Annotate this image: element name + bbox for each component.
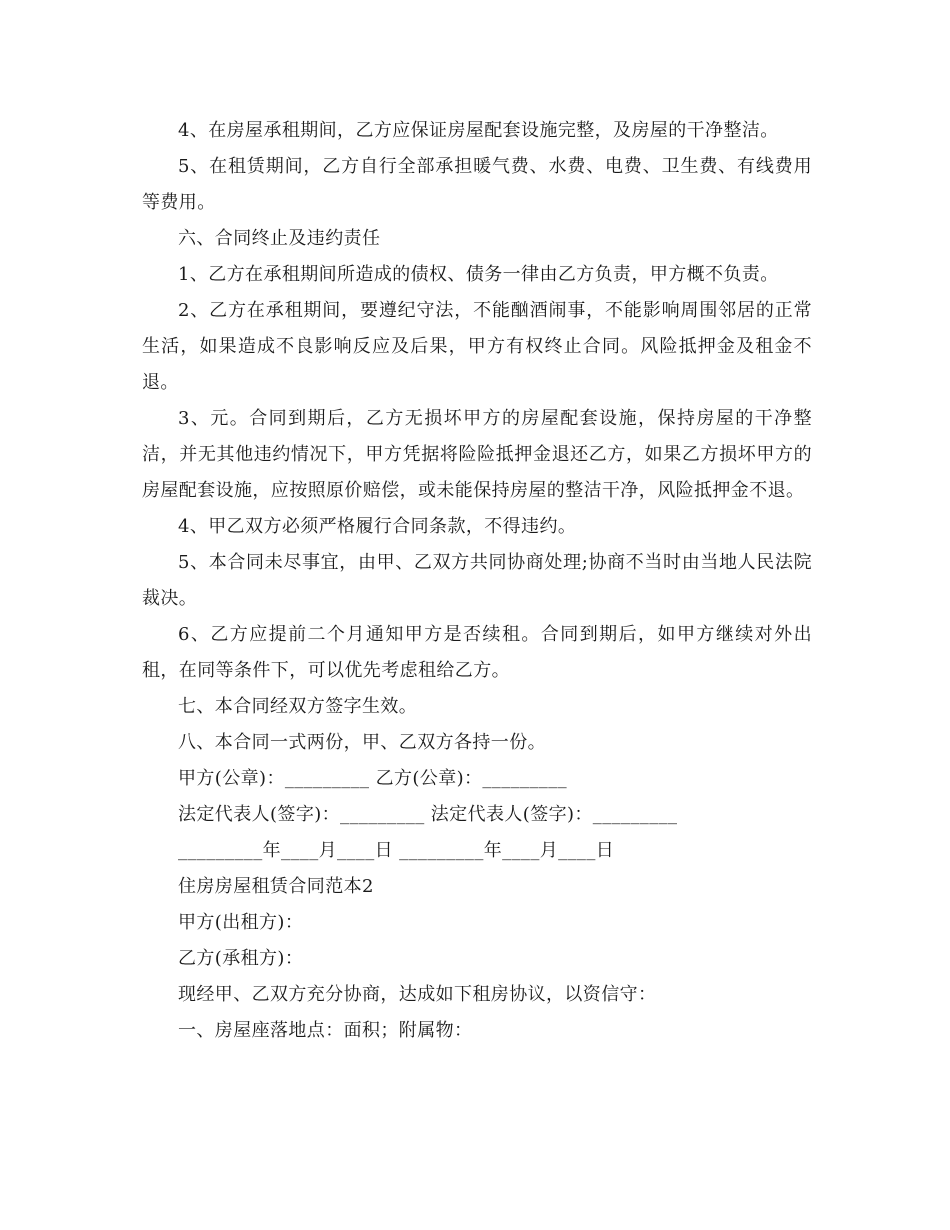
paragraph-termination-6: 6、乙方应提前二个月通知甲方是否续租。合同到期后，如甲方继续对外出租，在同等条件下，可以优先考虑租给乙方。 (142, 624, 812, 681)
signature-line-date: _________年____月____日 _________年____月____日 (178, 840, 615, 861)
document-body (142, 113, 812, 1049)
paragraph-clause-5-fees: 5、在租赁期间，乙方自行全部承担暖气费、水费、电费、卫生费、有线费用等费用。 (142, 156, 812, 213)
paragraph-termination-4: 4、甲乙双方必须严格履行合同条款，不得违约。 (178, 516, 577, 537)
party-b-line: 乙方(承租方)： (178, 948, 304, 969)
paragraph-termination-1: 1、乙方在承租期间所造成的债权、债务一律由乙方负责，甲方概不负责。 (178, 264, 779, 285)
agreement-preamble: 现经甲、乙双方充分协商，达成如下租房协议，以资信守： (178, 984, 657, 1005)
section-heading-termination: 六、合同终止及违约责任 (178, 228, 381, 249)
party-a-line: 甲方(出租方)： (178, 912, 304, 933)
section-heading-copies: 八、本合同一式两份，甲、乙双方各持一份。 (178, 732, 546, 753)
contract-title-template-2: 住房房屋租赁合同范本2 (178, 876, 374, 897)
paragraph-termination-5: 5、本合同未尽事宜，由甲、乙双方共同协商处理;协商不当时由当地人民法院裁决。 (142, 552, 812, 609)
paragraph-termination-3: 3、元。合同到期后，乙方无损坏甲方的房屋配套设施，保持房屋的干净整洁，并无其他违约情况下，甲方凭据将险险抵押金退还乙方，如果乙方损坏甲方的房屋配套设施，应按照原价赔偿，或未能保持房屋的整洁干净，风险抵押金不退。 (142, 408, 812, 501)
paragraph-clause-4-facilities: 4、在房屋承租期间，乙方应保证房屋配套设施完整，及房屋的干净整洁。 (178, 120, 779, 141)
section-heading-property-location: 一、房屋座落地点：面积；附属物： (178, 1020, 473, 1041)
signature-line-representative: 法定代表人(签字)：_________ 法定代表人(签字)：_________ (178, 804, 678, 825)
section-heading-effective: 七、本合同经双方签字生效。 (178, 696, 418, 717)
paragraph-termination-2: 2、乙方在承租期间，要遵纪守法，不能酗酒闹事，不能影响周围邻居的正常生活，如果造成不良影响反应及后果，甲方有权终止合同。风险抵押金及租金不退。 (142, 300, 812, 393)
signature-line-seal: 甲方(公章)：_________ 乙方(公章)：_________ (178, 768, 568, 789)
